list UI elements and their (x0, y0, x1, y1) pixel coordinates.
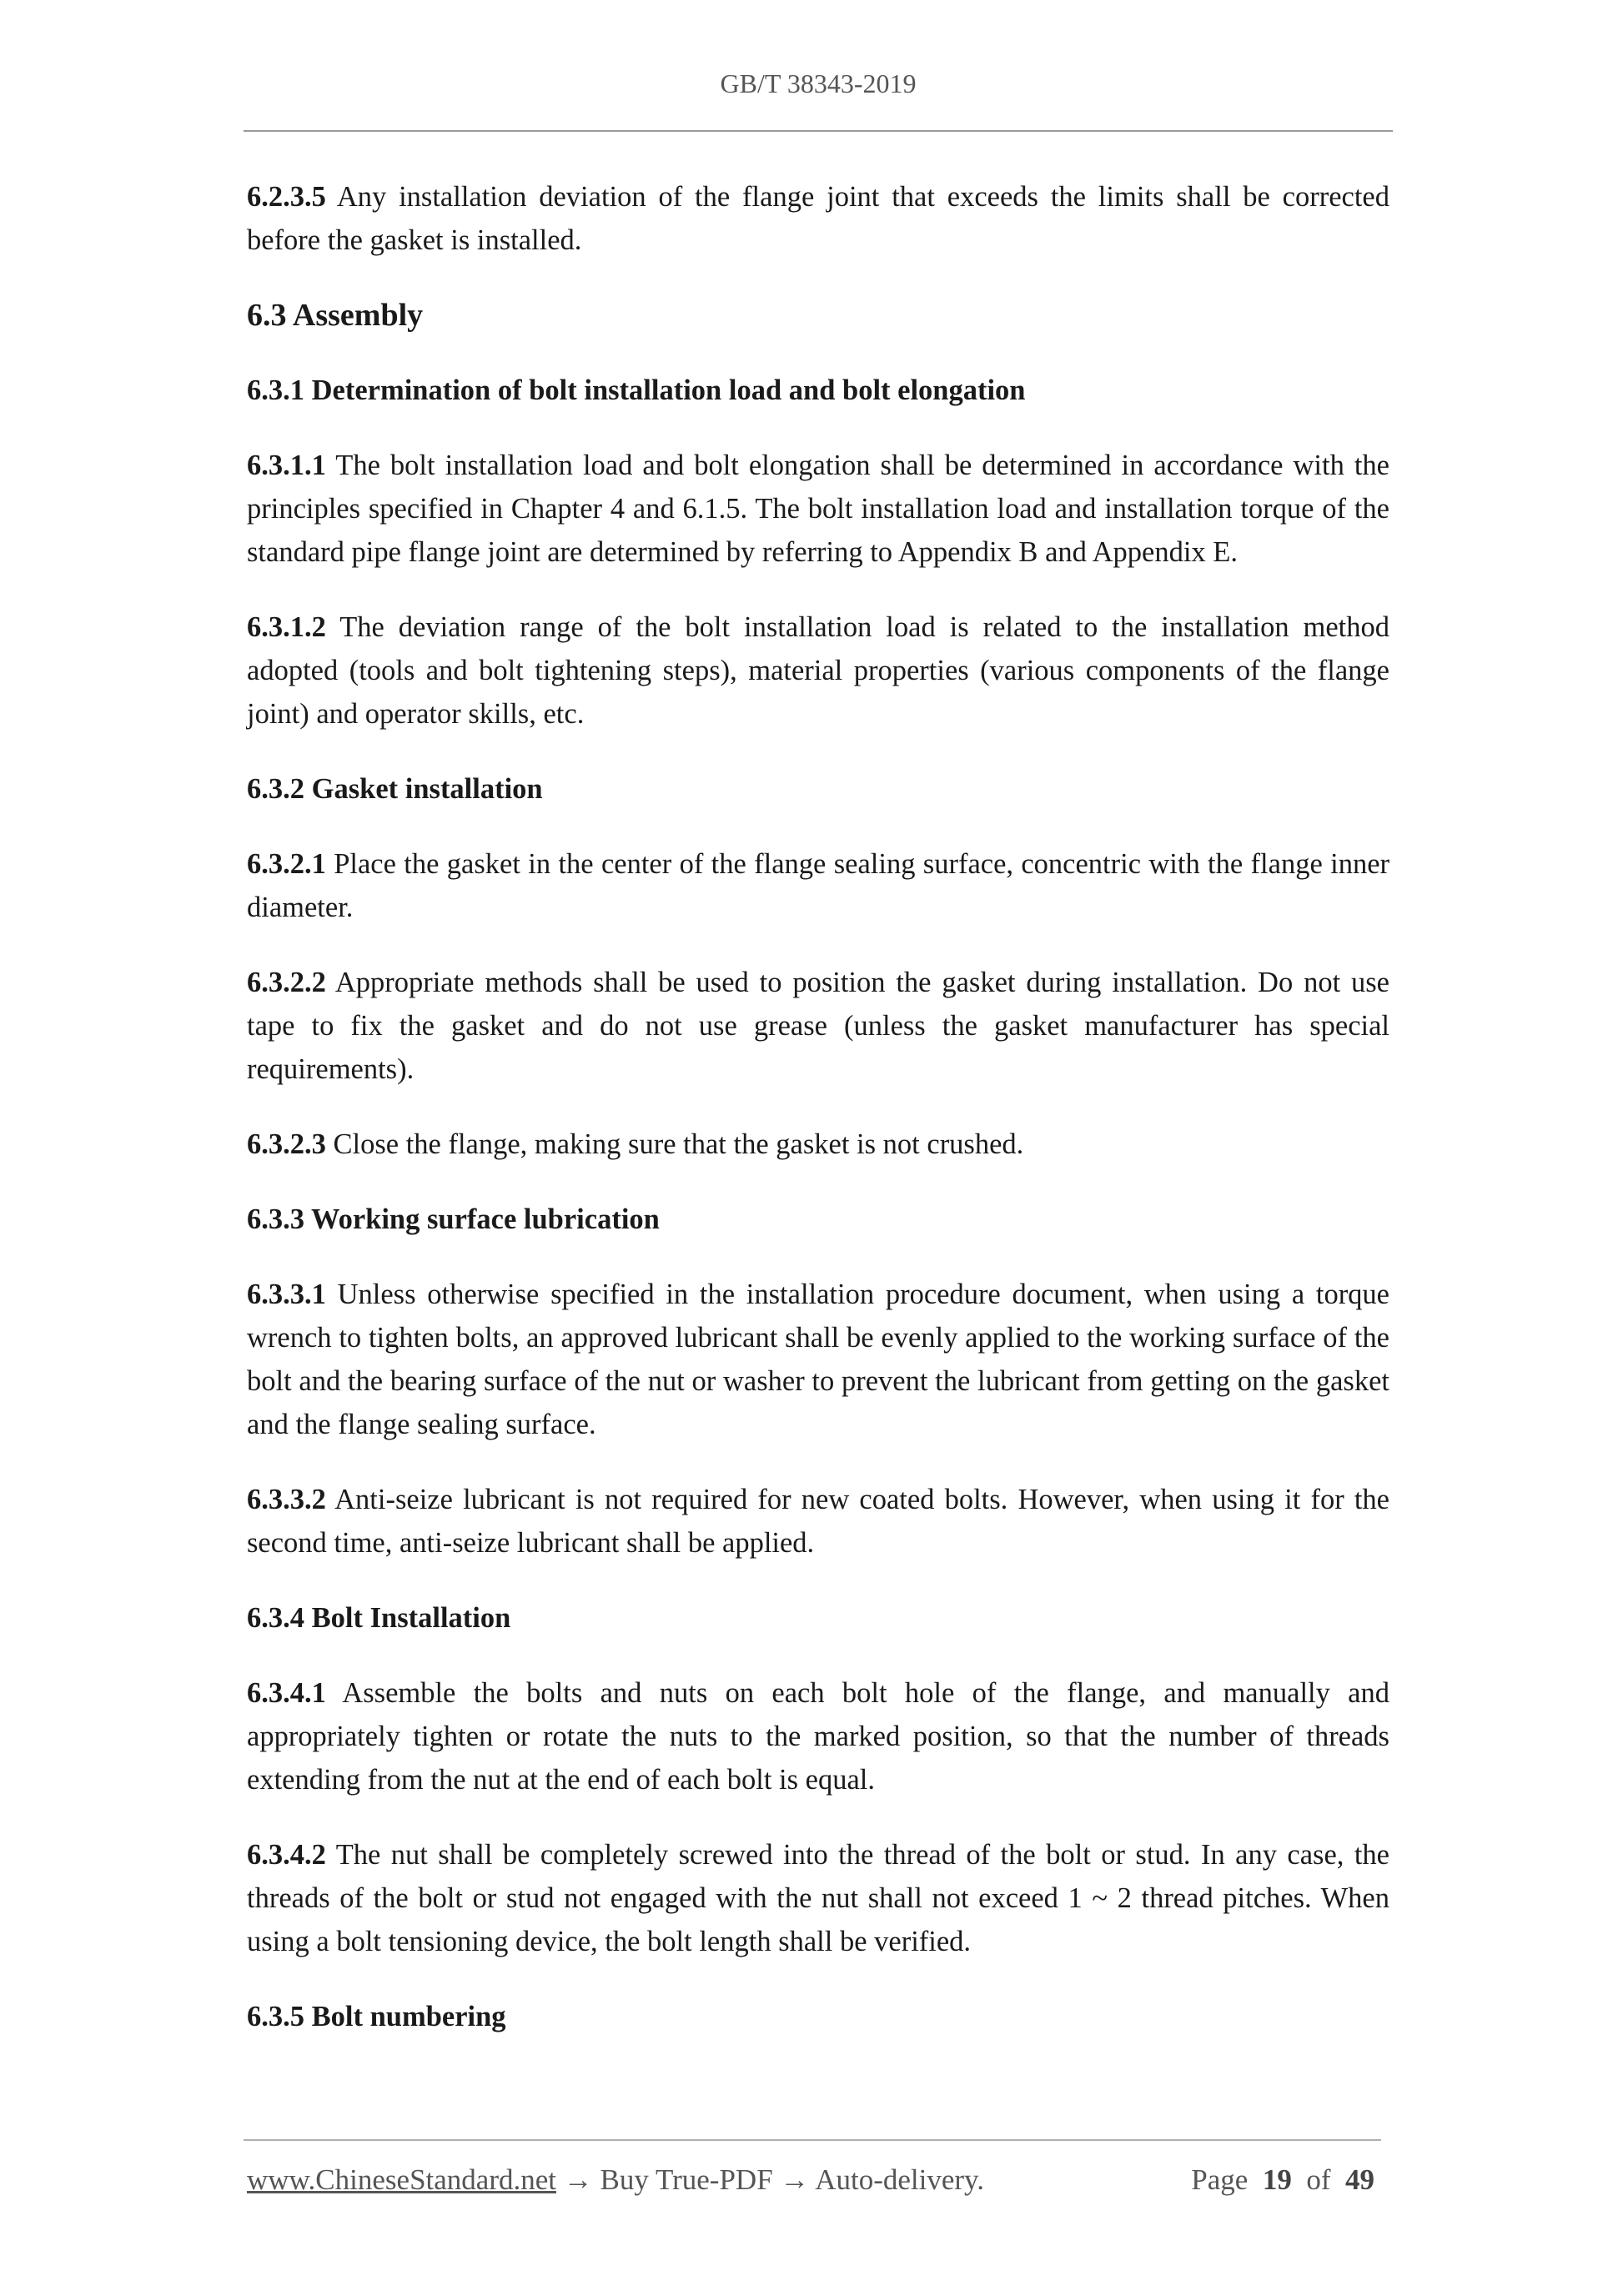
footer-divider (244, 2139, 1381, 2141)
clause-6-3-4-1 (247, 1671, 1389, 1801)
clause-6-3-3-2 (247, 1478, 1389, 1565)
clause-number: 6.3.1.2 (247, 611, 326, 643)
website-link[interactable]: www.ChineseStandard.net (247, 2163, 556, 2196)
clause-6-3-2-1 (247, 842, 1389, 929)
clause-text: Appropriate methods shall be used to position the gasket during installation. Do not use tape to fix the gasket and do not use grease (unless the gasket manufacturer has special requirements). (247, 967, 1389, 1085)
clause-text: Assemble the bolts and nuts on each bolt hole of the flange, and manually and appropriately tighten or rotate the nuts to the marked position, so that the number of threads extending from the nut at the end of each bolt is equal. (247, 1677, 1389, 1796)
subsection-heading-6-3-2: 6.3.2 Gasket installation (247, 773, 543, 805)
clause-text: The nut shall be completely screwed into the thread of the bolt or stud. In any case, the threads of the bolt or stud not engaged with the nut shall not exceed 1 ~ 2 thread pitches. When using a bolt tensioning device, the bolt length shall be verified. (247, 1839, 1389, 1957)
subsection-heading-6-3-3: 6.3.3 Working surface lubrication (247, 1203, 660, 1235)
section-heading-6-3: 6.3 Assembly (247, 298, 424, 333)
clause-number: 6.3.2.2 (247, 967, 326, 998)
subsection-heading-6-3-5: 6.3.5 Bolt numbering (247, 2001, 506, 2032)
clause-number: 6.3.3.1 (247, 1279, 326, 1310)
clause-text: The deviation range of the bolt installation load is related to the installation method adopted (tools and bolt tightening steps), material properties (various components of the flange joint) and operator skills, etc. (247, 611, 1389, 730)
clause-6-3-1-2 (247, 605, 1389, 736)
running-header: GB/T 38343-2019 (720, 68, 917, 98)
page-label: Page (1191, 2163, 1249, 2196)
clause-text: Place the gasket in the center of the flange sealing surface, concentric with the flange inner diameter. (247, 848, 1389, 923)
clause-6-3-2-2 (247, 961, 1389, 1091)
subsection-heading-6-3-4: 6.3.4 Bolt Installation (247, 1602, 511, 1634)
header-divider (244, 130, 1393, 132)
footer-promo (247, 2163, 984, 2197)
clause-text: Anti-seize lubricant is not required for new coated bolts. However, when using it for the second time, anti-seize lubricant shall be applied. (247, 1484, 1389, 1559)
clause-number: 6.3.3.2 (247, 1484, 326, 1515)
clause-text: Any installation deviation of the flange joint that exceeds the limits shall be corrected before the gasket is installed. (247, 181, 1389, 256)
page-of: of (1306, 2163, 1331, 2196)
clause-number: 6.2.3.5 (247, 181, 326, 213)
current-page: 19 (1262, 2163, 1292, 2196)
clause-text: Close the flange, making sure that the gasket is not crushed. (325, 1128, 1024, 1160)
clause-6-3-1-1 (247, 444, 1389, 574)
clause-number: 6.3.1.1 (247, 450, 326, 481)
clause-6-2-3-5 (247, 175, 1389, 262)
clause-number: 6.3.2.1 (247, 848, 326, 880)
clause-6-3-2-3 (247, 1123, 1389, 1166)
clause-6-3-3-1 (247, 1273, 1389, 1446)
clause-text: The bolt installation load and bolt elongation shall be determined in accordance with the principles specified in Chapter 4 and 6.1.5. The bolt installation load and installation torque of the standard pipe flange joint are determined by referring to Appendix B and Appendix E. (247, 450, 1389, 568)
document-body (247, 175, 1389, 2070)
clause-number: 6.3.4.1 (247, 1677, 326, 1709)
footer-promo-text: → Buy True-PDF → Auto-delivery. (556, 2163, 985, 2196)
clause-text: Unless otherwise specified in the installation procedure document, when using a torque wrench to tighten bolts, an approved lubricant shall be evenly applied to the working surface of the bolt and the bearing surface of the nut or washer to prevent the lubricant from getting on the gasket and the flange sealing surface. (247, 1279, 1389, 1440)
subsection-heading-6-3-1: 6.3.1 Determination of bolt installation load and bolt elongation (247, 374, 1026, 406)
total-pages: 49 (1345, 2163, 1374, 2196)
page-number (1191, 2163, 1374, 2197)
clause-number: 6.3.4.2 (247, 1839, 326, 1871)
clause-6-3-4-2 (247, 1833, 1389, 1963)
clause-number: 6.3.2.3 (247, 1128, 326, 1160)
